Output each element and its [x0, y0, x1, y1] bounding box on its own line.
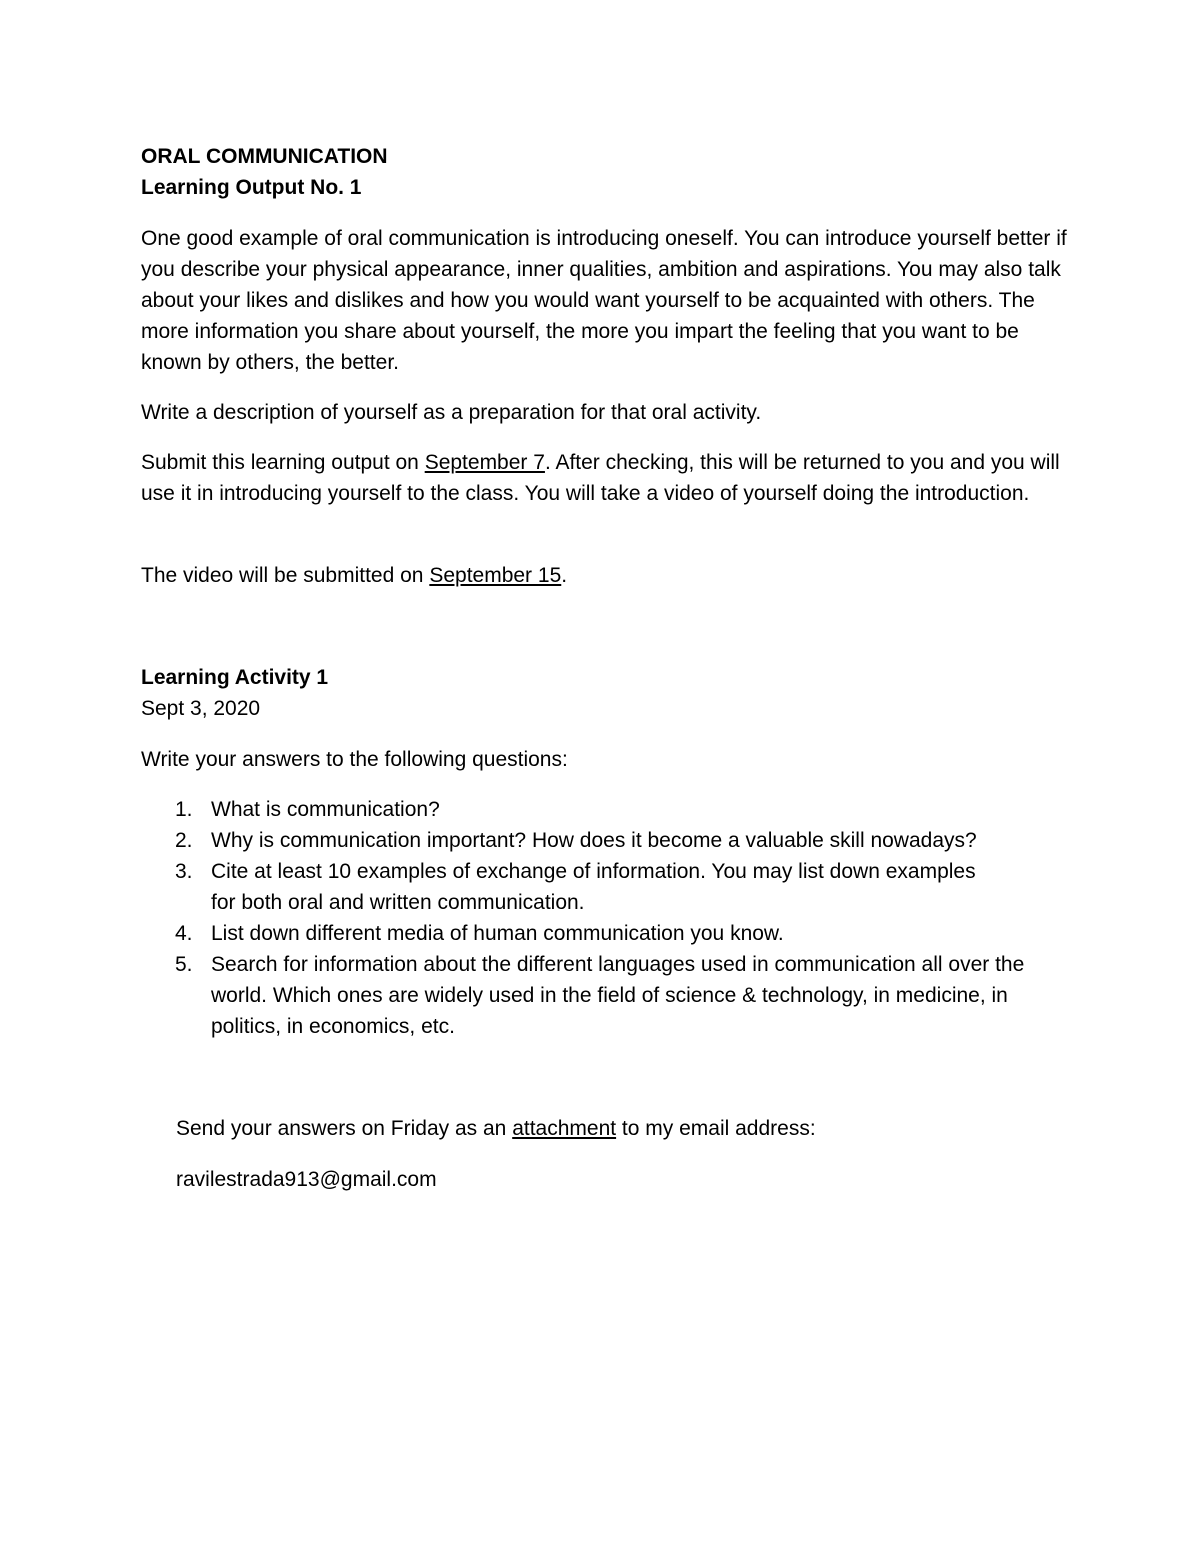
activity-date: Sept 3, 2020	[141, 697, 261, 720]
list-item	[141, 794, 1091, 825]
intro-paragraph: One good example of oral communication is introducing oneself. You can introduce yourself better if you describe your physical appearance, inner qualities, ambition and aspirations. You may also talk about your likes and dislikes and how you would want yourself to be acquainted with others. The more information you share about yourself, the more you impart the feeling that you want to be known by others, the better.	[141, 227, 1067, 374]
activity-header	[141, 662, 1071, 724]
list-item	[141, 856, 1091, 918]
question-text: Cite at least 10 examples of exchange of information. You may list down examples for both oral and written communication.	[211, 860, 976, 914]
email-address[interactable]: ravilestrada913@gmail.com	[176, 1168, 437, 1191]
question-text: Search for information about the different languages used in communication all over the world. Which ones are widely used in the field of science & technology, in medicine, in politics, in economics, etc.	[211, 953, 1025, 1038]
submit-prefix: Submit this learning output on	[141, 451, 425, 474]
list-item	[141, 825, 1091, 856]
send-suffix: to my email address:	[616, 1117, 816, 1140]
question-list	[141, 794, 1091, 1042]
question-number: 3.	[175, 860, 193, 883]
list-item	[141, 949, 1091, 1042]
submit-date: September 7	[424, 451, 545, 474]
question-text: Why is communication important? How does it become a valuable skill nowadays?	[211, 829, 977, 852]
submit-paragraph	[141, 447, 1071, 509]
question-number: 4.	[175, 922, 193, 945]
activity-prompt: Write your answers to the following questions:	[141, 748, 568, 771]
send-prefix: Send your answers on Friday as an	[176, 1117, 513, 1140]
question-number: 5.	[175, 953, 193, 976]
video-paragraph	[141, 560, 1071, 591]
activity-title: Learning Activity 1	[141, 666, 329, 689]
title-block	[141, 141, 388, 203]
send-paragraph	[176, 1113, 1076, 1144]
question-text: List down different media of human communication you know.	[211, 922, 784, 945]
video-prefix: The video will be submitted on	[141, 564, 430, 587]
instruction-paragraph: Write a description of yourself as a preparation for that oral activity.	[141, 401, 762, 424]
video-date: September 15	[429, 564, 562, 587]
question-number: 2.	[175, 829, 193, 852]
list-item	[141, 918, 1091, 949]
video-suffix: .	[561, 564, 568, 587]
submit-suffix: . After checking, this will be returned to you and you will use it in introducing yourself to the class. You will take a video of yourself doing the introduction.	[141, 451, 1060, 505]
attachment-link[interactable]: attachment	[512, 1117, 617, 1140]
question-text: What is communication?	[211, 798, 440, 821]
output-title: Learning Output No. 1	[141, 176, 362, 199]
subject-heading: ORAL COMMUNICATION	[141, 145, 388, 168]
question-number: 1.	[175, 798, 193, 821]
